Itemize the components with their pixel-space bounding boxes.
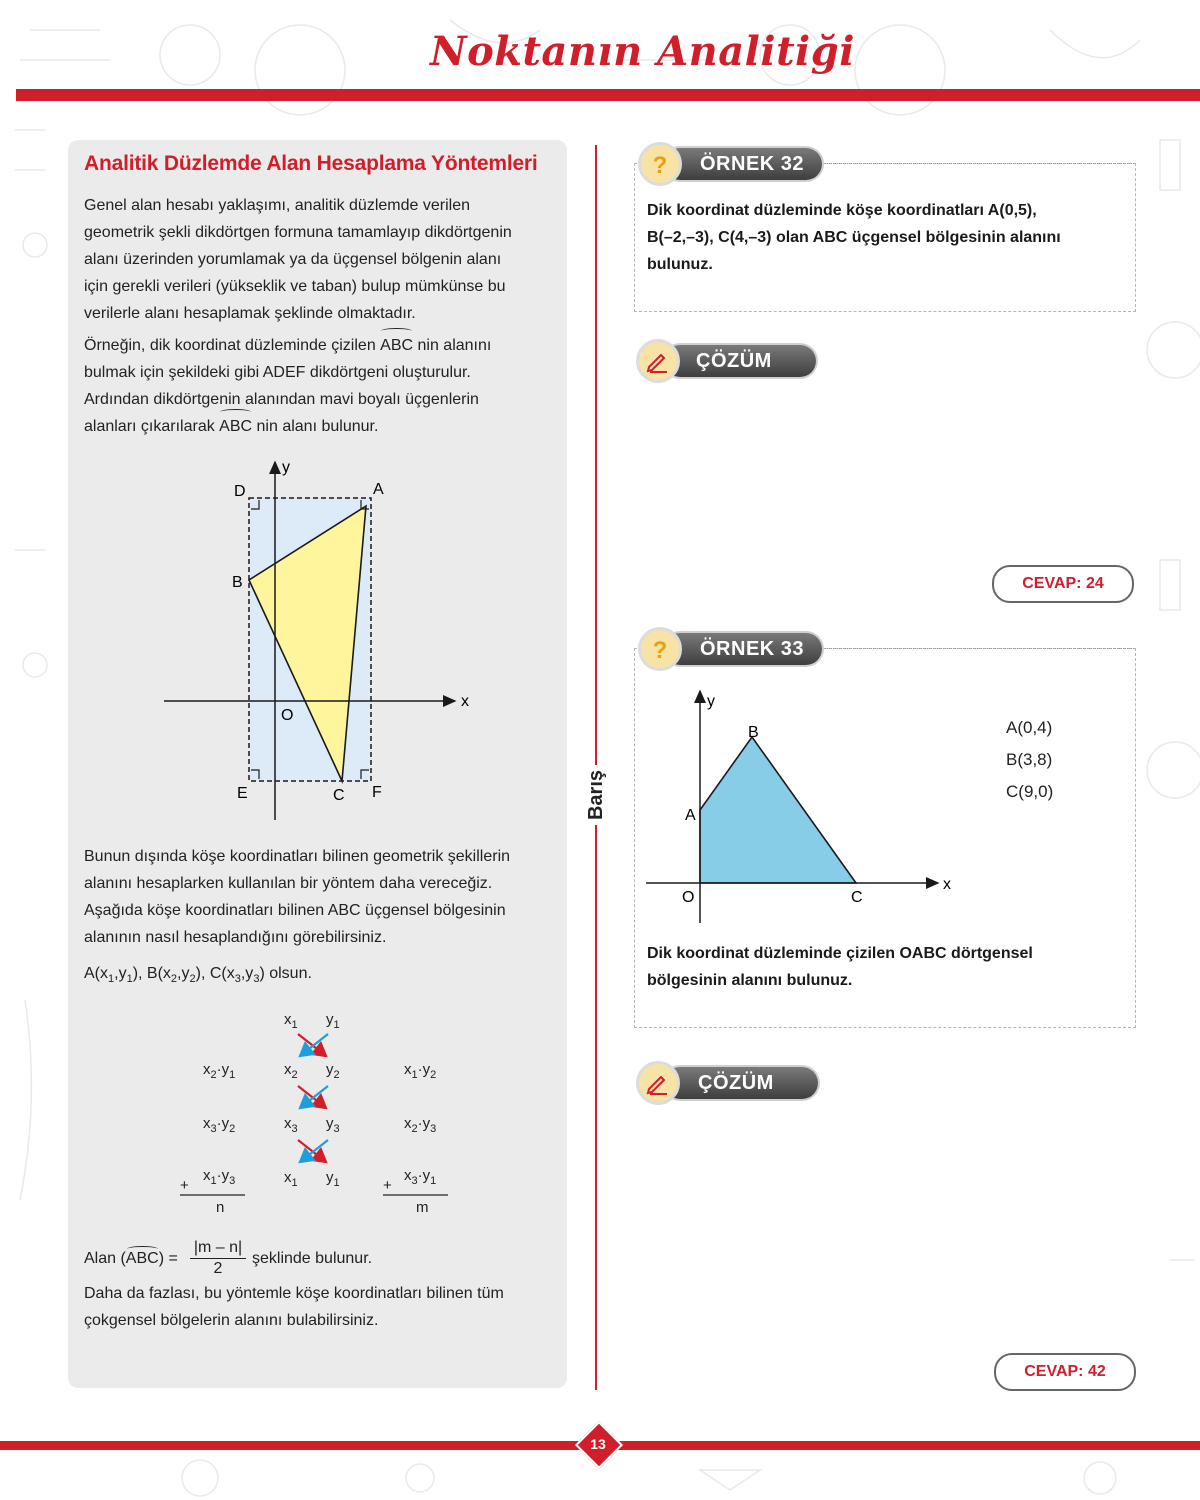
text-line: Ardından dikdörtgenin alanından mavi boyalı üçgenlerin xyxy=(84,391,479,408)
section-title: Analitik Düzlemde Alan Hesaplama Yöntemleri xyxy=(84,152,538,175)
label-o: O xyxy=(682,889,695,906)
scheme-y1: $y_1$ xyxy=(326,1011,340,1031)
intro-paragraph xyxy=(84,192,512,327)
label-e: E xyxy=(237,785,248,802)
question-line: bulunuz. xyxy=(647,256,713,273)
label-y: y xyxy=(707,693,715,710)
formula-prefix: Alan ( xyxy=(84,1250,126,1267)
question-line: Dik koordinat düzleminde köşe koordinatları A(0,5), xyxy=(647,202,1037,219)
text-line: alanı üzerinden yorumlamak ya da üçgensel bölgenin alanı xyxy=(84,251,502,268)
cross-arrow-blue xyxy=(300,1140,328,1162)
formula-denominator: 2 xyxy=(213,1260,223,1277)
triangle-abc: ABC xyxy=(380,332,413,359)
method-paragraph xyxy=(84,843,510,951)
label-f: F xyxy=(372,784,382,801)
text-line: bulmak için şekildeki gibi ADEF dikdörtgeni oluşturulur. xyxy=(84,364,471,381)
label-x: x xyxy=(943,876,951,893)
shoelace-scheme xyxy=(170,1000,470,1225)
quadrilateral-oabc-shape xyxy=(700,737,856,883)
point-a-coordinates: A(0,4) xyxy=(1006,718,1053,737)
text-line: alanını hesaplarken kullanılan bir yöntem daha vereceğiz. xyxy=(84,875,493,892)
scheme-x1-repeat: $x_1$ xyxy=(284,1169,298,1189)
product-x1y2: $x_1\cdot y_2$ xyxy=(404,1061,437,1081)
area-formula-fraction xyxy=(190,1238,246,1279)
scheme-y2: $y_2$ xyxy=(326,1061,340,1081)
plus-sign-left: + xyxy=(180,1177,189,1194)
text-line: alanının nasıl hesaplandığını görebilirsiniz. xyxy=(84,929,387,946)
area-formula-tail: şeklinde bulunur. xyxy=(252,1250,373,1267)
sum-m: m xyxy=(416,1199,429,1216)
label-y: y xyxy=(282,459,290,476)
product-x2y1: $x_2\cdot y_1$ xyxy=(203,1061,236,1081)
area-formula-prefix xyxy=(84,1250,178,1268)
label-a: A xyxy=(373,481,384,498)
text-line: için gerekli verileri (yükseklik ve taban) bulup mümkünse bu xyxy=(84,278,506,295)
scheme-x1: $x_1$ xyxy=(284,1011,298,1031)
text-line: verilerle alanı hesaplamak şeklinde olmaktadır. xyxy=(84,305,416,322)
publisher-side-label: Barış xyxy=(584,765,608,825)
formula-numerator: |m – n| xyxy=(190,1238,246,1259)
question-mark-icon xyxy=(645,634,675,664)
scheme-x2: $x_2$ xyxy=(284,1061,298,1081)
answer-32-badge: CEVAP: 24 xyxy=(992,565,1134,603)
example-33-label: ÖRNEK 33 xyxy=(664,633,822,665)
label-c: C xyxy=(851,889,863,906)
page-header-title: Noktanın Analitiği xyxy=(430,28,855,75)
solution-icon xyxy=(636,339,680,383)
example-32-label: ÖRNEK 32 xyxy=(664,148,822,180)
text-line xyxy=(84,332,491,359)
svg-text:?: ? xyxy=(652,637,668,664)
cross-arrow-red xyxy=(298,1034,326,1056)
scheme-y3: $y_3$ xyxy=(326,1115,340,1135)
pencil-icon xyxy=(644,1069,672,1097)
rectangle-method-figure xyxy=(150,450,490,830)
cross-arrow-red xyxy=(298,1086,326,1108)
dotted-line xyxy=(822,648,1134,649)
question-mark-icon xyxy=(645,149,675,179)
text-line: Daha da fazlası, bu yöntemle köşe koordinatları bilinen tüm xyxy=(84,1285,504,1302)
coords-suffix: olsun. xyxy=(264,965,312,982)
point-b-coordinates: B(3,8) xyxy=(1006,750,1053,769)
text-line: Bunun dışında köşe koordinatları bilinen geometrik şekillerin xyxy=(84,848,511,865)
page-number: 13 xyxy=(590,1436,606,1452)
solution-32-label: ÇÖZÜM xyxy=(664,345,816,377)
question-line: bölgesinin alanını bulunuz. xyxy=(647,972,853,989)
product-x1y3: $x_1\cdot y_3$ xyxy=(203,1167,236,1187)
point-c-coordinates: C(9,0) xyxy=(1006,782,1054,801)
text-fragment: Örneğin, dik koordinat düzleminde çizilen xyxy=(84,337,381,354)
product-x3y2: $x_3\cdot y_2$ xyxy=(203,1115,236,1135)
label-b: B xyxy=(232,574,243,591)
text-line: Genel alan hesabı yaklaşımı, analitik düzlemde verilen xyxy=(84,197,470,214)
vertex-coordinates-line: $A(x_1,y_1)$, $B(x_2,y_2)$, $C(x_3,y_3)$ olsun. xyxy=(84,965,312,986)
example-32-question xyxy=(647,197,1061,278)
triangle-abc: ABC xyxy=(219,413,252,440)
cross-arrow-blue xyxy=(300,1086,328,1108)
label-b: B xyxy=(748,724,759,741)
text-fragment: alanları çıkarılarak xyxy=(84,418,220,435)
cross-arrow-red xyxy=(298,1140,326,1162)
dotted-line xyxy=(822,163,1134,164)
text-fragment: nin alanını xyxy=(413,337,492,354)
text-line: geometrik şekli dikdörtgen formuna tamamlayıp dikdörtgenin xyxy=(84,224,512,241)
sum-n: n xyxy=(216,1199,225,1216)
question-icon xyxy=(638,142,682,186)
label-c: C xyxy=(333,787,345,804)
product-x2y3: $x_2\cdot y_3$ xyxy=(404,1115,437,1135)
header-bar xyxy=(16,89,1200,101)
cross-arrow-blue xyxy=(300,1034,328,1056)
answer-33-badge: CEVAP: 42 xyxy=(994,1353,1136,1391)
example-paragraph xyxy=(84,332,491,440)
text-line xyxy=(84,413,491,440)
example-33-question xyxy=(647,940,1033,994)
svg-text:?: ? xyxy=(652,152,668,179)
label-a: A xyxy=(685,807,696,824)
text-fragment: nin alanı bulunur. xyxy=(252,418,379,435)
scheme-y1-repeat: $y_1$ xyxy=(326,1169,340,1189)
quadrilateral-figure xyxy=(640,685,970,930)
text-line: çokgensel bölgelerin alanını bulabilirsiniz. xyxy=(84,1312,379,1329)
scheme-x3: $x_3$ xyxy=(284,1115,298,1135)
pencil-icon xyxy=(644,347,672,375)
label-x: x xyxy=(461,693,469,710)
solution-33-label: ÇÖZÜM xyxy=(664,1067,818,1099)
question-line: Dik koordinat düzleminde çizilen OABC dörtgensel xyxy=(647,945,1033,962)
plus-sign-right: + xyxy=(383,1177,392,1194)
solution-icon xyxy=(636,1061,680,1105)
formula-suffix: ) = xyxy=(158,1250,178,1267)
text-line: Aşağıda köşe koordinatları bilinen ABC üçgensel bölgesinin xyxy=(84,902,506,919)
label-d: D xyxy=(234,483,246,500)
closing-paragraph xyxy=(84,1280,504,1334)
triangle-abc: ABC xyxy=(125,1250,159,1267)
question-icon xyxy=(638,627,682,671)
question-line: B(–2,–3), C(4,–3) olan ABC üçgensel bölgesinin alanını xyxy=(647,229,1061,246)
label-o: O xyxy=(281,707,294,724)
product-x3y1: $x_3\cdot y_1$ xyxy=(404,1167,437,1187)
